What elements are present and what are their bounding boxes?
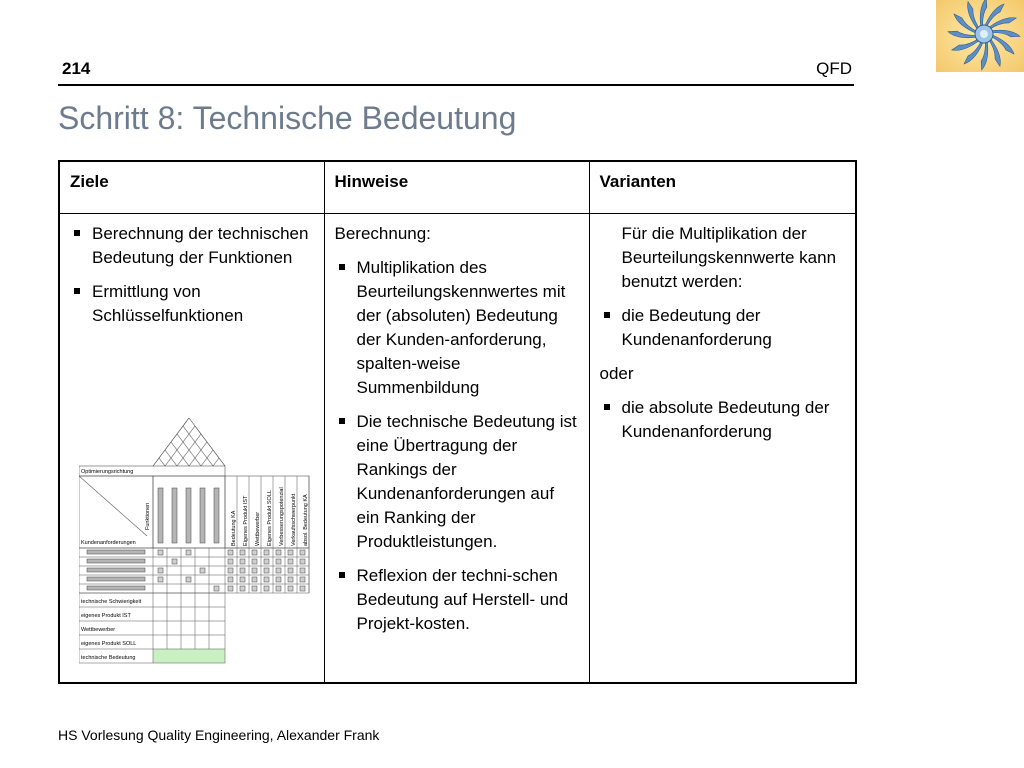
- list-item: Reflexion der techni-schen Bedeutung auf Herstell- und Projekt-kosten.: [335, 564, 579, 636]
- column-label: Verbesserungspotenzial: [279, 487, 285, 546]
- header-rule: [58, 84, 854, 86]
- house-of-quality-diagram: [79, 418, 315, 666]
- column-label: Eigenes Produkt SOLL: [267, 490, 273, 546]
- varianten-or: oder: [599, 363, 634, 383]
- list-item: die Bedeutung der Kundenanforderung: [600, 304, 846, 352]
- row-label: technische Bedeutung: [81, 655, 136, 661]
- function-bars: [158, 488, 219, 543]
- column-header-hinweise: Hinweise: [324, 161, 589, 213]
- ziele-list: [70, 222, 314, 328]
- list-item: Die technische Bedeutung ist eine Übertragung der Rankings der Kundenanforderungen auf ein Ranking der Produktleistungen.: [335, 410, 579, 554]
- column-label: Eigenes Produkt IST: [243, 495, 249, 546]
- turbine-logo-icon: [936, 0, 1024, 72]
- column-label: Bedeutung KA: [231, 510, 237, 546]
- list-item: Ermittlung von Schlüsselfunktionen: [70, 280, 314, 328]
- page-number: 214: [62, 59, 91, 78]
- row-label: Wettbewerber: [81, 627, 116, 633]
- column-label: Verkaufsschwerpunkt: [291, 493, 297, 546]
- table-header-row: [59, 161, 856, 213]
- column-label: Wettbewerber: [255, 511, 261, 546]
- section-title: QFD: [816, 59, 852, 78]
- footer-text: HS Vorlesung Quality Engineering, Alexander Frank: [58, 727, 380, 743]
- diagram-functions-label: Funktionen: [145, 502, 151, 530]
- row-label: technische Schwierigkeit: [81, 599, 142, 605]
- list-item: die absolute Bedeutung der Kundenanforderung: [600, 396, 846, 444]
- bullet-icon: [604, 312, 610, 318]
- varianten-intro: Für die Multiplikation der Beurteilungskennwerte kann benutzt werden:: [621, 223, 837, 291]
- bullet-icon: [604, 404, 610, 410]
- hinweise-list: [335, 256, 579, 636]
- varianten-list-1: [600, 304, 846, 352]
- column-header-ziele: Ziele: [59, 161, 324, 213]
- bullet-icon: [74, 230, 80, 236]
- column-label: absol. Bedeutung KA: [303, 494, 309, 546]
- diagram-requirements-label: Kundenanforderungen: [81, 540, 136, 546]
- varianten-list-2: [600, 396, 846, 444]
- diagram-top-label: Optimierungsrichtung: [81, 469, 134, 475]
- slide-title: Schritt 8: Technische Bedeutung: [58, 100, 517, 136]
- bullet-icon: [339, 264, 345, 270]
- list-item: Berechnung der technischen Bedeutung der Funktionen: [70, 222, 314, 270]
- roof-correlation-matrix: [153, 418, 225, 466]
- row-label: eigenes Produkt SOLL: [81, 641, 137, 647]
- varianten-cell: [589, 213, 856, 683]
- bullet-icon: [339, 572, 345, 578]
- row-label: eigenes Produkt IST: [81, 613, 131, 619]
- matrix-markers: [158, 550, 305, 591]
- bullet-icon: [74, 288, 80, 294]
- list-item: Multiplikation des Beurteilungskennwertes mit der (absoluten) Bedeutung der Kunden-anforderung, spalten-weise Summenbildung: [335, 256, 579, 400]
- hinweise-intro: Berechnung:: [334, 223, 431, 243]
- column-header-varianten: Varianten: [589, 161, 856, 213]
- bullet-icon: [339, 418, 345, 424]
- hinweise-cell: [324, 213, 589, 683]
- technical-importance-highlight: [153, 649, 225, 663]
